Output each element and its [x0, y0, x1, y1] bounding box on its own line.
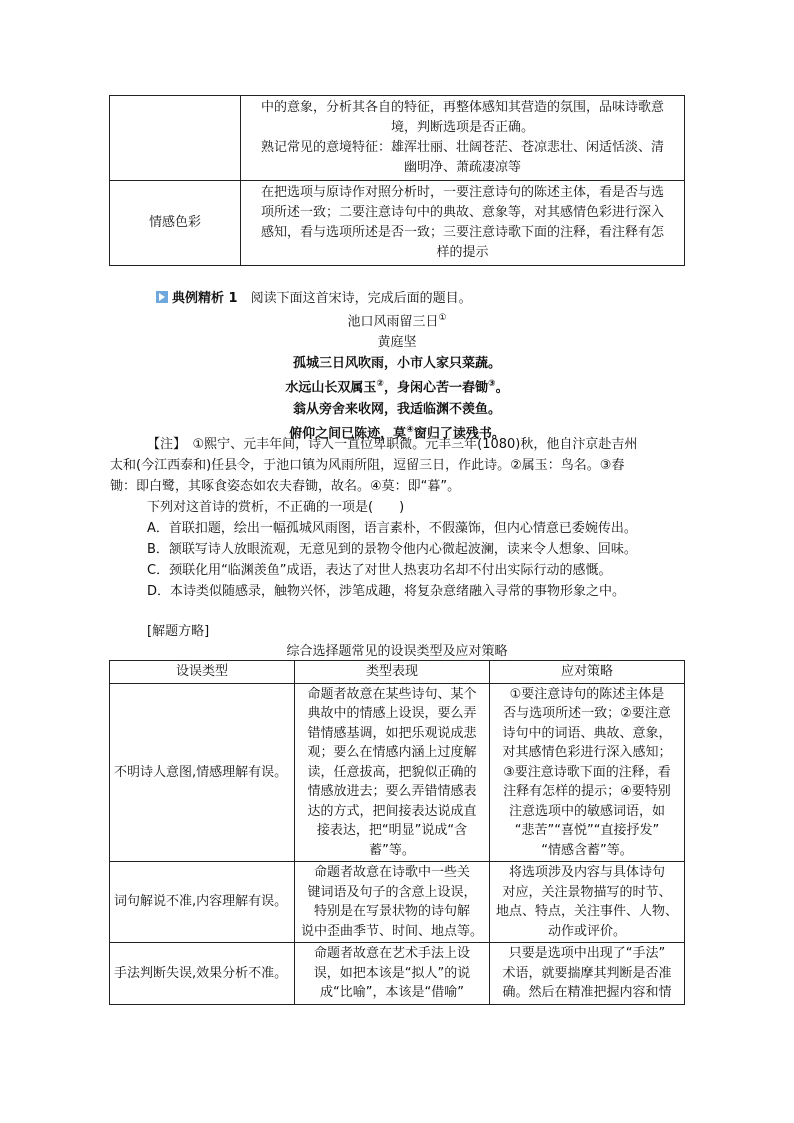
- text-line: 误，如把本该是“拟人”的说: [313, 965, 471, 981]
- table-header-cell: 类型表现: [294, 661, 489, 684]
- poem-author: 黄庭坚: [377, 335, 417, 351]
- option-d: D．本诗类似随感录，触物兴怀，涉笔成趣，将复杂意绪融入寻常的事物形象之中。: [147, 584, 626, 599]
- text-line: 中的意象，分析其各自的特征，再整体感知其营造的氛围，品味诗歌意: [260, 100, 664, 115]
- example-tag: 典例精析 1: [172, 291, 238, 306]
- poem-line: [109, 374, 685, 398]
- table-row: [110, 862, 685, 943]
- footnote-mark: ②: [376, 379, 384, 390]
- strategy-cell: [489, 683, 684, 862]
- table-header-cell: 应对策略: [489, 661, 684, 684]
- question-stem: 下列对这首诗的赏析，不正确的一项是( ): [147, 500, 405, 515]
- table-row: [110, 181, 685, 266]
- text-line: 观；要么在情感内涵上过度解: [307, 745, 477, 760]
- text-line: 对其感情色彩进行深入感知；: [502, 745, 672, 760]
- table-row: [110, 943, 685, 1005]
- table-cell-content: [241, 181, 685, 266]
- features-table-top: [109, 95, 685, 266]
- text-line: 命题者故意在某些诗句、某个: [307, 686, 477, 702]
- poem-text: ，身闲心苦一舂锄: [383, 380, 488, 396]
- error-type-cell: 词句解说不准,内容理解有误。: [110, 862, 295, 943]
- text-line: 对应，关注景物描写的时节、: [502, 884, 672, 900]
- option-b: B．颔联写诗人放眼流观，无意见到的景物令他内心微起波澜，读来令人想象、回味。: [147, 542, 637, 557]
- table-cell-label: [110, 96, 241, 181]
- annotations: [110, 434, 692, 497]
- table-row: [110, 683, 685, 862]
- text-line: 术语，就要揣摩其判断是否准: [502, 965, 672, 981]
- table-row: [110, 96, 685, 181]
- text-line: 错情感基调，如把乐观说成悲: [307, 725, 477, 741]
- footnote-mark: ③: [488, 379, 496, 390]
- option-a: A．首联扣题，绘出一幅孤城风雨图，语言素朴，不假藻饰，但内心情意已委婉传出。: [147, 521, 637, 536]
- text-line: 只要是选项中出现了“手法”: [508, 946, 666, 961]
- text-line: “悲苦”“喜悦”“直接抒发”: [514, 823, 660, 838]
- text-line: 达的方式，把间接表达说成直: [307, 803, 477, 819]
- arrow-marker-icon: [156, 291, 168, 303]
- text-line: 样的提示: [436, 245, 489, 260]
- text-line: 接表达，把“明显”说成“含: [316, 823, 468, 838]
- error-desc-cell: [294, 862, 489, 943]
- note-line: 锄：即白鹭，其啄食姿态如农夫舂锄，故名。④莫：即“暮”。: [110, 479, 461, 494]
- error-desc-cell: [294, 683, 489, 862]
- option-c: C．颈联化用“临渊羡鱼”成语，表达了对世人热衷功名却不付出实际行动的感慨。: [147, 563, 612, 578]
- strategy-cell: [489, 862, 684, 943]
- text-line: 典故中的情感上设误，要么弄: [307, 706, 477, 721]
- text-line: ③要注意诗歌下面的注释，看: [503, 764, 671, 780]
- table-header-cell: 设误类型: [110, 661, 295, 684]
- note-line: 太和(今江西泰和)任县令，于池口镇为风雨所阻，逗留三日，作此诗。②属玉：鸟名。③舂: [110, 458, 625, 473]
- poem-text: 。: [495, 380, 509, 396]
- poem-line: 翁从旁舍来收网，我适临渊不羡鱼。: [292, 401, 501, 417]
- text-line: 诗句中的词语、典故、意象，: [502, 725, 672, 741]
- poem-title-text: 池口风雨留三日: [347, 314, 439, 330]
- table-cell-label: 情感色彩: [110, 181, 241, 266]
- error-types-table: [109, 660, 685, 1005]
- text-line: 蓄”等。: [369, 842, 415, 858]
- example-intro: 阅读下面这首宋诗，完成后面的题目。: [250, 291, 472, 306]
- text-line: 在把选项与原诗作对照分析时，一要注意诗句的陈述主体，看是否与选: [260, 185, 664, 200]
- error-desc-cell: [294, 943, 489, 1005]
- text-line: 成“比喻”，本该是“借喻”: [320, 985, 464, 1000]
- table-header-row: [110, 661, 685, 684]
- poem-text: 俯仰之间已陈迹，莫: [289, 425, 407, 441]
- text-line: 读，任意拔高，把貌似正确的: [307, 764, 477, 780]
- table-cell-content: [241, 96, 685, 181]
- text-line: 否与选项所述一致；②要注意: [503, 706, 671, 721]
- text-line: “情感含蓄”等。: [541, 842, 633, 858]
- error-type-cell: 不明诗人意图,情感理解有误。: [110, 683, 295, 862]
- example-header: [156, 287, 716, 306]
- text-line: 命题者故意在诗歌中一些关: [313, 865, 470, 880]
- text-line: ①要注意诗句的陈述主体是: [509, 686, 665, 702]
- poem-text: 水远山长双属玉: [285, 380, 377, 396]
- text-line: 熟记常见的意境特征：雄浑壮丽、壮阔苍茫、苍凉悲壮、闲适恬淡、清: [260, 140, 664, 155]
- text-line: 命题者故意在艺术手法上设: [313, 946, 470, 961]
- text-line: 情感放进去；要么弄错情感表: [307, 784, 477, 799]
- footnote-mark: ④: [406, 424, 414, 435]
- footnote-mark: ①: [438, 313, 447, 323]
- text-line: 注释有怎样的提示；④要特别: [503, 784, 671, 799]
- poem-title: [109, 308, 685, 332]
- method-label: [解题方略]: [147, 624, 210, 639]
- text-line: 说中歪曲季节、时间、地点等。: [300, 923, 483, 939]
- error-type-cell: 手法判断失误,效果分析不准。: [110, 943, 295, 1005]
- poem: [109, 308, 685, 444]
- text-line: 感知，看与选项所述是否一致；三要注意诗歌下面的注释，看注释有怎: [260, 225, 664, 240]
- text-line: 境，判断选项是否正确。: [390, 120, 534, 135]
- poem-text: 窗归了读残书。: [413, 425, 505, 441]
- question: [147, 497, 692, 602]
- text-line: 特别是在写景状物的诗句解: [313, 904, 470, 919]
- poem-line: 孤城三日风吹雨，小市人家只菜蔬。: [292, 356, 501, 372]
- text-line: 幽明净、萧疏凄凉等: [403, 160, 521, 175]
- method-table-title: 综合选择题常见的设误类型及应对策略: [286, 644, 508, 659]
- text-line: 项所述一致；二要注意诗句中的典故、意象等，对其感情色彩进行深入: [260, 205, 664, 220]
- text-line: 动作或评价。: [547, 923, 626, 939]
- note-line: 【注】 ①熙宁、元丰年间，诗人一直位卑职微。元丰三年(1080)秋，他自汴京赴吉州: [147, 437, 638, 452]
- text-line: 确。然后在精准把握内容和情: [502, 985, 672, 1000]
- text-line: 键词语及句子的含意上设误，: [307, 884, 477, 900]
- text-line: 地点、特点，关注事件、人物、: [495, 904, 678, 919]
- text-line: 注意选项中的敏感词语，如: [508, 803, 665, 819]
- strategy-cell: [489, 943, 684, 1005]
- text-line: 将选项涉及内容与具体诗句: [508, 865, 665, 880]
